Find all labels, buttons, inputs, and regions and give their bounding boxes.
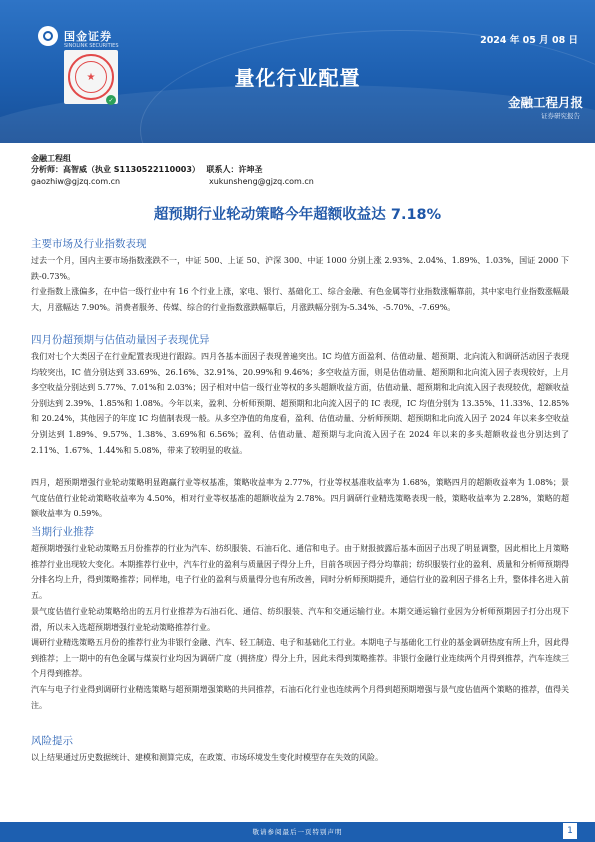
main-title: 超预期行业轮动策略今年超额收益达 7.18%	[153, 207, 442, 223]
page-number: 1	[563, 823, 577, 839]
checkmark-badge-icon: ✓	[106, 95, 116, 105]
analyst-email[interactable]: gaozhiw@gjzq.com.cn	[31, 177, 121, 186]
report-type: 金融工程月报	[507, 95, 583, 110]
company-logo	[38, 25, 119, 49]
report-category-title: 量化行业配置	[234, 66, 361, 90]
paragraph-market-indices: 过去一个月，国内主要市场指数涨跌不一，中证 500、上证 50、沪深 300、中证 1000 分别上涨 2.93%、2.04%、1.89%、1.03%，国证 2000 下跌-0.73%。	[31, 256, 569, 281]
logo-text: 国金证券	[64, 30, 112, 43]
paragraph-survey-strategy: 调研行业精选策略五月份的推荐行业为非银行金融、汽车、轻工制造、电子和基础化工行业。本期电子与基础化工行业的基金调研热度有所上升，因此得到推荐；上一期中的有色金属与煤炭行业均因为调研广度（拥挤度）得分上升，因此未得到策略推荐。非银行金融行业连续两个月得到推荐，汽车连续三个月得到推荐。	[31, 638, 569, 679]
paragraph-strategy-returns: 四月，超预期增强行业轮动策略明显跑赢行业等权基准，策略收益率为 2.77%，行业等权基准收益率为 1.68%，策略四月的超额收益率为 1.08%；景气度估值行业轮动策略收益率为 4.50%，相对行业等权基准的超额收益为 2.78%。四月调研行业精选策略表现一般，策略收益率为 2.28%，策略的超额收益率为 0.59%。	[31, 478, 569, 519]
paragraph-common-recommendations: 汽车与电子行业得到调研行业精选策略与超预期增强策略的共同推荐，石油石化行业也连续两个月得到超预期增强与景气度估值两个策略的推荐，值得关注。	[31, 685, 569, 710]
paragraph-surprise-strategy: 超预期增强行业轮动策略五月份推荐的行业为汽车、纺织服装、石油石化、通信和电子。由于财报披露后基本面因子出现了明显调整，因此相比上月策略推荐行业出现较大变化。本期推荐行业中，汽车行业的盈利与质量因子得分上升，目前各项因子得分均靠前；纺织服装行业的盈利、质量和分析师预期得分排名均上升，得到策略推荐；同样地，电子行业的盈利与质量得分也有所改善，同时分析师预期提升，通信行业的盈利因子排名上升，整体排名进入前五。	[31, 544, 569, 600]
analyst-line	[31, 164, 262, 175]
section-heading-factors: 四月份超预期与估值动量因子表现优异	[31, 334, 210, 346]
report-subtype: 证券研究报告	[541, 112, 580, 120]
section-heading-recommendations: 当期行业推荐	[31, 526, 94, 538]
report-banner	[0, 0, 595, 143]
report-date: 2024 年 05 月 08 日	[480, 35, 578, 46]
paragraph-risk-warning: 以上结果通过历史数据统计、建模和测算完成，在政策、市场环境发生变化时模型存在失效的风险。	[31, 753, 383, 762]
logo-subtext: SINOLINK SECURITIES	[64, 43, 119, 49]
contact-name: 联系人：许坤圣	[206, 165, 263, 174]
paragraph-industry-indices: 行业指数上涨偏多，在中信一级行业中有 16 个行业上涨，家电、银行、基础化工、综合金融、有色金属等行业指数涨幅靠前，其中家电行业指数涨幅最大，月涨幅达 7.90%。消费者服务、传媒、综合的行业指数涨跌幅靠后，月涨跌幅分别为-5.34%、-5.70%、-7.69%。	[31, 287, 569, 312]
sinolink-logo-icon	[38, 26, 58, 46]
red-seal-icon: ★	[68, 54, 114, 100]
section-heading-risk: 风险提示	[31, 735, 73, 747]
footer-disclaimer[interactable]: 敬请参阅最后一页特别声明	[252, 828, 343, 836]
analyst-name: 分析师：高智威（执业 S1130522110003）	[31, 165, 200, 174]
paragraph-factor-performance: 我们对七个大类因子在行业配置表现进行跟踪。四月各基本面因子表现普遍突出。IC 均值方面盈利、估值动量、超预期、北向流入和调研活动因子表现均较突出，IC 值分别达到 33.69%、26.16%、32.91%、20.99%和 9.46%；多空收益方面，则是估值动量、超预期和北向流入因子表现较好，上月多空收益分别达到 5.77%、7.01%和 2.03%；因子相对中信一级行业等权的多头超额收益方面，估值动量、超预期和北向流入因子表现较优，超额收益分别达到 2.39%、1.85%和 1.08%。今年以来，盈利、分析师预期、超预期和北向流入因子的 IC 表现，IC 均值分别为 13.35%、11.33%、12.85%和 20.24%，其他因子的年度 IC 均值制表现一般。从多空净值的角度看，盈利、估值动量、分析师预期、超预期和北向流入因子 2024 年以来多空收益分别达到 1.89%、9.57%、1.38%、3.69%和 6.56%；盈利、估值动量、超预期与北向流入因子在 2024 年以来的多头超额收益也分别达到了 2.11%、1.67%、1.44%和 5.08%，带来了较明显的收益。	[31, 352, 569, 455]
contact-email[interactable]: xukunsheng@gjzq.com.cn	[209, 177, 314, 186]
paragraph-prosperity-strategy: 景气度估值行业轮动策略给出的五月行业推荐为石油石化、通信、纺织服装、汽车和交通运输行业。本期交通运输行业因为分析师预期因子打分出现下滑，所以未入选超预期增强行业轮动策略推荐行业。	[31, 607, 569, 632]
team-name: 金融工程组	[31, 154, 71, 163]
section-heading-market: 主要市场及行业指数表现	[31, 238, 147, 250]
